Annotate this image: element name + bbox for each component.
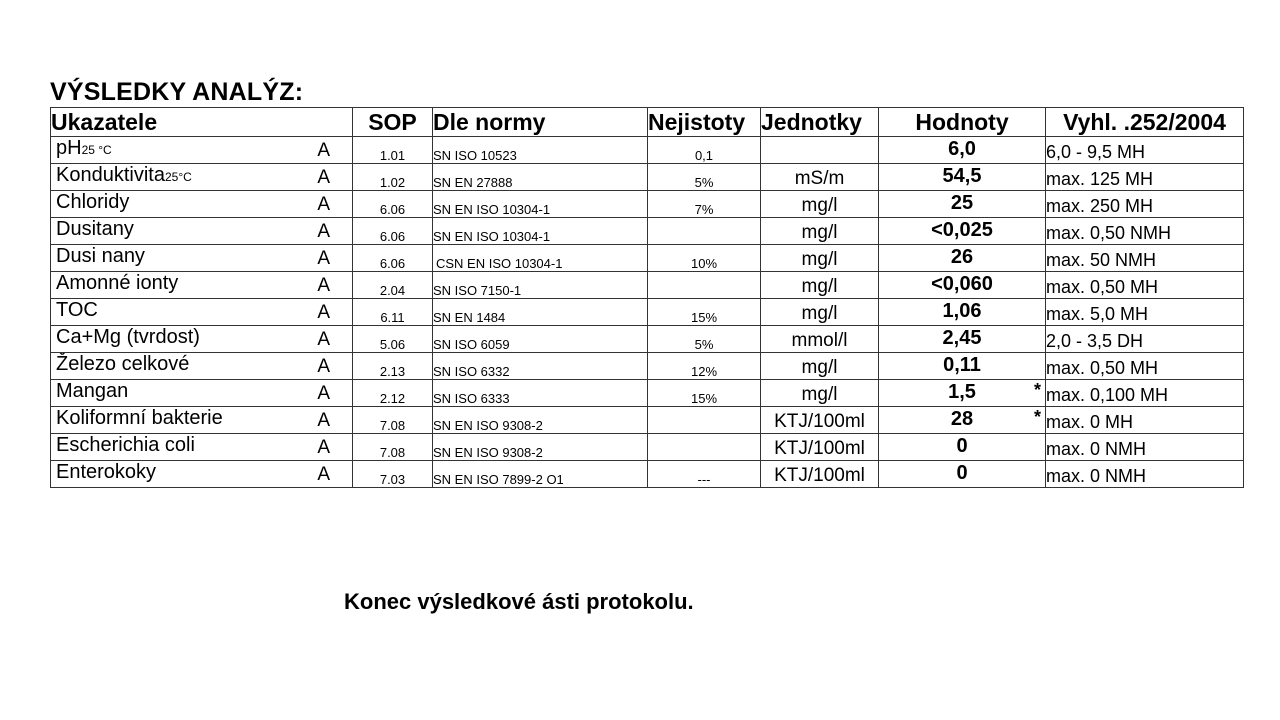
- exceedance-star: *: [1033, 407, 1041, 427]
- table-row: [51, 407, 1244, 434]
- uncertainty-cell: 5%: [648, 326, 761, 353]
- header-ukazatele: Ukazatele: [51, 108, 353, 137]
- parameter-cell: [51, 326, 353, 353]
- parameter-temperature: 25 °C: [81, 143, 112, 157]
- parameter-name: TOC: [56, 299, 98, 321]
- sop-cell: 2.13: [353, 353, 433, 380]
- norm-cell: SN EN ISO 9308-2: [433, 407, 648, 434]
- sop-cell: 7.03: [353, 461, 433, 488]
- limit-cell: max. 50 NMH: [1046, 245, 1244, 272]
- value-cell: [879, 299, 1046, 326]
- value-text: 25: [950, 192, 974, 214]
- parameter-name: Escherichia coli: [56, 434, 195, 456]
- norm-cell: SN ISO 6059: [433, 326, 648, 353]
- unit-cell: [761, 137, 879, 164]
- limit-cell: max. 0 MH: [1046, 407, 1244, 434]
- norm-cell: SN ISO 6332: [433, 353, 648, 380]
- table-row: [51, 245, 1244, 272]
- accreditation-flag: A: [317, 194, 330, 215]
- parameter-cell: [51, 434, 353, 461]
- uncertainty-cell: [648, 272, 761, 299]
- uncertainty-cell: 5%: [648, 164, 761, 191]
- sop-cell: 6.11: [353, 299, 433, 326]
- accreditation-flag: A: [317, 329, 330, 350]
- unit-cell: KTJ/100ml: [761, 407, 879, 434]
- table-row: [51, 434, 1244, 461]
- limit-cell: max. 0,50 MH: [1046, 353, 1244, 380]
- accreditation-flag: A: [317, 437, 330, 458]
- value-text: 6,0: [948, 138, 976, 160]
- parameter-name-wrap: [56, 326, 200, 349]
- parameter-name-wrap: [56, 245, 145, 268]
- accreditation-flag: A: [317, 275, 330, 296]
- results-table: [50, 107, 1244, 488]
- parameter-name: Amonné ionty: [56, 272, 179, 294]
- parameter-cell: [51, 218, 353, 245]
- parameter-name: Chloridy: [56, 191, 130, 213]
- accreditation-flag: A: [317, 410, 330, 431]
- uncertainty-cell: ---: [648, 461, 761, 488]
- limit-cell: max. 0,50 NMH: [1046, 218, 1244, 245]
- value-cell: [879, 353, 1046, 380]
- value-text: 0: [956, 462, 968, 484]
- parameter-name-wrap: [56, 380, 128, 403]
- norm-cell: SN ISO 6333: [433, 380, 648, 407]
- parameter-name: pH: [56, 137, 82, 159]
- unit-cell: mg/l: [761, 299, 879, 326]
- uncertainty-cell: [648, 407, 761, 434]
- norm-cell: SN EN ISO 10304-1: [433, 191, 648, 218]
- uncertainty-cell: 15%: [648, 380, 761, 407]
- value-cell: [879, 191, 1046, 218]
- parameter-name-wrap: [56, 407, 223, 430]
- parameter-name: Železo celkové: [56, 353, 190, 375]
- uncertainty-cell: 10%: [648, 245, 761, 272]
- unit-cell: mmol/l: [761, 326, 879, 353]
- value-cell: [879, 326, 1046, 353]
- header-sop: SOP: [353, 108, 433, 137]
- norm-cell: SN EN 27888: [433, 164, 648, 191]
- parameter-name-wrap: [56, 299, 98, 322]
- sop-cell: 7.08: [353, 434, 433, 461]
- limit-cell: max. 5,0 MH: [1046, 299, 1244, 326]
- value-cell: [879, 407, 1046, 434]
- table-row: [51, 164, 1244, 191]
- table-row: [51, 137, 1244, 164]
- parameter-name-wrap: [56, 434, 195, 457]
- table-row: [51, 299, 1244, 326]
- unit-cell: mg/l: [761, 353, 879, 380]
- parameter-name-wrap: [56, 191, 129, 214]
- parameter-name: Dusitany: [56, 218, 134, 240]
- limit-cell: max. 125 MH: [1046, 164, 1244, 191]
- parameter-cell: [51, 299, 353, 326]
- value-cell: [879, 461, 1046, 488]
- value-cell: [879, 434, 1046, 461]
- parameter-name-wrap: [56, 461, 156, 484]
- sop-cell: 2.04: [353, 272, 433, 299]
- protocol-end-note: Konec výsledkové ásti protokolu.: [344, 589, 694, 614]
- table-row: [51, 218, 1244, 245]
- sop-cell: 5.06: [353, 326, 433, 353]
- limit-cell: max. 0,50 MH: [1046, 272, 1244, 299]
- parameter-name-wrap: [56, 137, 112, 160]
- header-norm: Dle normy: [433, 108, 648, 137]
- value-text: <0,060: [931, 273, 993, 295]
- accreditation-flag: A: [317, 248, 330, 269]
- sop-cell: 7.08: [353, 407, 433, 434]
- header-values: Hodnoty: [879, 108, 1046, 137]
- parameter-name: Mangan: [56, 380, 129, 402]
- table-row: [51, 461, 1244, 488]
- unit-cell: mS/m: [761, 164, 879, 191]
- header-limit: Vyhl. .252/2004: [1046, 108, 1244, 137]
- sop-cell: 6.06: [353, 218, 433, 245]
- sop-cell: 1.01: [353, 137, 433, 164]
- accreditation-flag: A: [317, 302, 330, 323]
- exceedance-star: *: [1033, 380, 1041, 400]
- header-row: [51, 108, 1244, 137]
- limit-cell: max. 0,100 MH: [1046, 380, 1244, 407]
- parameter-cell: [51, 407, 353, 434]
- parameter-cell: [51, 353, 353, 380]
- norm-cell: SN EN ISO 9308-2: [433, 434, 648, 461]
- unit-cell: mg/l: [761, 380, 879, 407]
- unit-cell: mg/l: [761, 272, 879, 299]
- table-row: [51, 326, 1244, 353]
- limit-cell: max. 0 NMH: [1046, 434, 1244, 461]
- unit-cell: KTJ/100ml: [761, 461, 879, 488]
- value-cell: [879, 218, 1046, 245]
- value-cell: [879, 272, 1046, 299]
- sop-cell: 1.02: [353, 164, 433, 191]
- sop-cell: 6.06: [353, 245, 433, 272]
- results-body: [51, 137, 1244, 488]
- accreditation-flag: A: [317, 140, 330, 161]
- parameter-name: Dusi nany: [56, 245, 145, 267]
- parameter-name-wrap: [56, 164, 192, 187]
- norm-cell: SN EN ISO 10304-1: [433, 218, 648, 245]
- norm-cell: SN ISO 10523: [433, 137, 648, 164]
- unit-cell: mg/l: [761, 245, 879, 272]
- parameter-cell: [51, 164, 353, 191]
- uncertainty-cell: [648, 218, 761, 245]
- limit-cell: max. 0 NMH: [1046, 461, 1244, 488]
- limit-cell: max. 250 MH: [1046, 191, 1244, 218]
- uncertainty-cell: 15%: [648, 299, 761, 326]
- table-row: [51, 380, 1244, 407]
- parameter-cell: [51, 137, 353, 164]
- parameter-name: Ca+Mg (tvrdost): [56, 326, 200, 348]
- norm-cell: SN EN 1484: [433, 299, 648, 326]
- value-cell: [879, 245, 1046, 272]
- parameter-name: Enterokoky: [56, 461, 157, 483]
- value-text: 28: [950, 408, 974, 430]
- value-text: 26: [950, 246, 974, 268]
- table-row: [51, 353, 1244, 380]
- norm-cell: CSN EN ISO 10304-1: [433, 245, 648, 272]
- value-text: 2,45: [942, 327, 982, 349]
- value-text: 0,11: [943, 354, 981, 376]
- value-text: 1,06: [942, 300, 982, 322]
- sop-cell: 6.06: [353, 191, 433, 218]
- table-row: [51, 191, 1244, 218]
- parameter-cell: [51, 191, 353, 218]
- parameter-cell: [51, 245, 353, 272]
- parameter-cell: [51, 380, 353, 407]
- value-text: <0,025: [931, 219, 993, 241]
- unit-cell: mg/l: [761, 191, 879, 218]
- limit-cell: 6,0 - 9,5 MH: [1046, 137, 1244, 164]
- value-text: 0: [956, 435, 968, 457]
- header-uncertainty: Nejistoty: [648, 108, 761, 137]
- unit-cell: KTJ/100ml: [761, 434, 879, 461]
- unit-cell: mg/l: [761, 218, 879, 245]
- parameter-name-wrap: [56, 353, 189, 376]
- parameter-name-wrap: [56, 272, 178, 295]
- uncertainty-cell: [648, 434, 761, 461]
- value-text: 54,5: [942, 165, 982, 187]
- accreditation-flag: A: [317, 356, 330, 377]
- accreditation-flag: A: [317, 221, 330, 242]
- value-text: 1,5: [948, 381, 976, 403]
- accreditation-flag: A: [317, 167, 330, 188]
- norm-cell: SN EN ISO 7899-2 O1: [433, 461, 648, 488]
- accreditation-flag: A: [317, 383, 330, 404]
- parameter-name-wrap: [56, 218, 134, 241]
- value-cell: [879, 137, 1046, 164]
- header-units: Jednotky: [761, 108, 879, 137]
- section-title: VÝSLEDKY ANALÝZ:: [50, 78, 304, 106]
- uncertainty-cell: 12%: [648, 353, 761, 380]
- accreditation-flag: A: [317, 464, 330, 485]
- parameter-name: Konduktivita: [56, 164, 165, 186]
- value-cell: [879, 164, 1046, 191]
- parameter-temperature: 25°C: [164, 170, 192, 184]
- uncertainty-cell: 7%: [648, 191, 761, 218]
- table-row: [51, 272, 1244, 299]
- parameter-cell: [51, 272, 353, 299]
- parameter-cell: [51, 461, 353, 488]
- value-cell: [879, 380, 1046, 407]
- parameter-name: Koliformní bakterie: [56, 407, 223, 429]
- limit-cell: 2,0 - 3,5 DH: [1046, 326, 1244, 353]
- uncertainty-cell: 0,1: [648, 137, 761, 164]
- sop-cell: 2.12: [353, 380, 433, 407]
- norm-cell: SN ISO 7150-1: [433, 272, 648, 299]
